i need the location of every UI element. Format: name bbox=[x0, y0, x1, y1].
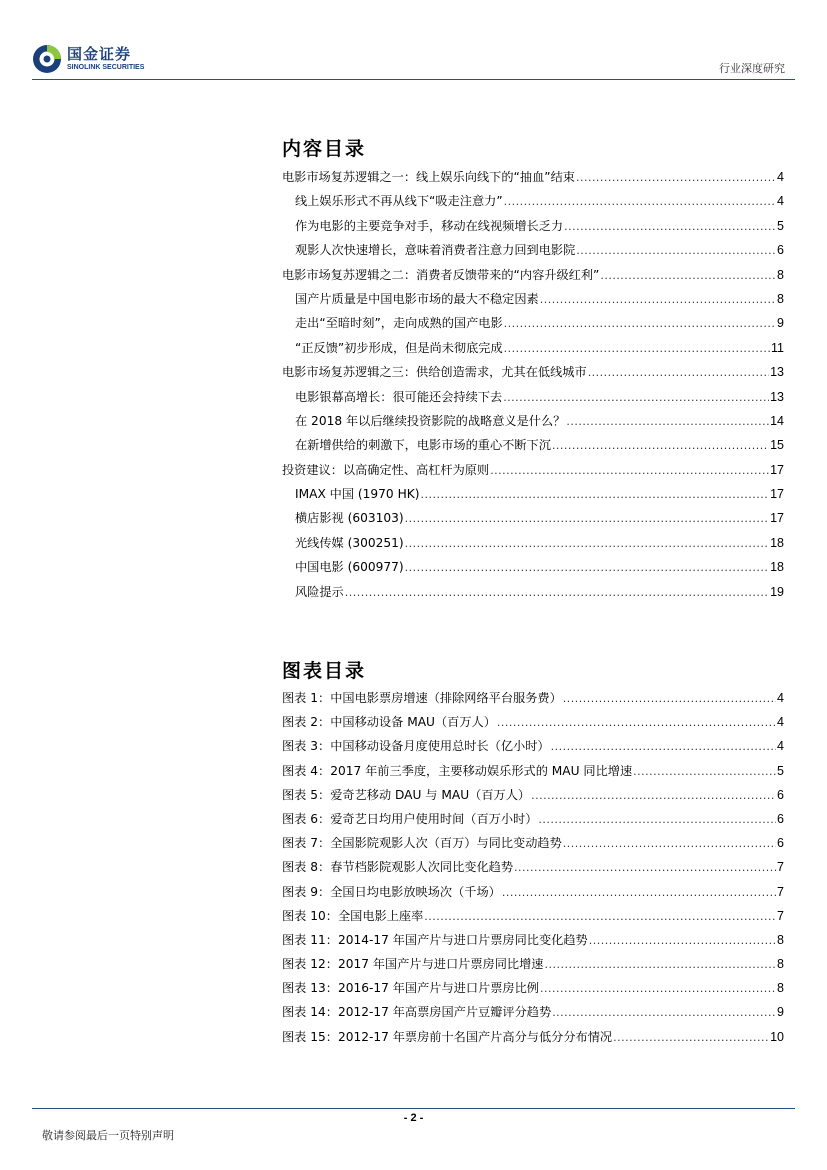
figure-entry-page: 8 bbox=[777, 981, 784, 996]
figure-entry-page: 6 bbox=[777, 787, 784, 802]
dot-leader bbox=[405, 537, 769, 550]
dot-leader bbox=[405, 561, 769, 574]
figure-entry-title: 图表 15：2012-17 年票房前十名国产片高分与低分分布情况 bbox=[282, 1029, 613, 1044]
toc-entry-title: 电影市场复苏逻辑之三：供给创造需求，尤其在低线城市 bbox=[282, 365, 587, 380]
figure-entry[interactable] bbox=[282, 955, 784, 979]
dot-leader bbox=[552, 1006, 776, 1019]
figure-entry-title: 图表 9：全国日均电影放映场次（千场） bbox=[282, 884, 501, 899]
figure-entry-page: 6 bbox=[777, 811, 784, 826]
toc-entry[interactable] bbox=[282, 217, 784, 241]
toc-entry[interactable] bbox=[282, 436, 784, 460]
toc-entry-title: 电影市场复苏逻辑之一：线上娱乐向线下的“抽血”结束 bbox=[282, 170, 575, 184]
figure-entry[interactable] bbox=[282, 858, 784, 882]
figure-entry-page: 7 bbox=[777, 908, 784, 923]
footer-disclaimer: 敬请参阅最后一页特别声明 bbox=[42, 1129, 174, 1142]
dot-leader bbox=[540, 293, 776, 306]
dot-leader bbox=[497, 716, 776, 729]
toc-entry[interactable] bbox=[282, 241, 784, 265]
figure-entry[interactable] bbox=[282, 1028, 784, 1052]
toc-entry-page: 8 bbox=[777, 291, 784, 306]
dot-leader bbox=[633, 765, 776, 778]
dot-leader bbox=[588, 366, 769, 379]
toc-entry-title: 横店影视 (603103) bbox=[295, 511, 404, 526]
dot-leader bbox=[576, 244, 776, 257]
toc-entry[interactable] bbox=[282, 168, 784, 192]
page-header bbox=[0, 0, 827, 82]
toc-entry-page: 14 bbox=[770, 413, 784, 428]
figure-entry-page: 8 bbox=[777, 957, 784, 972]
dot-leader bbox=[503, 391, 769, 404]
logo-english-name: SINOLINK SECURITIES bbox=[67, 64, 145, 71]
toc-entry-page: 15 bbox=[770, 438, 784, 453]
toc-entry-page: 18 bbox=[770, 560, 784, 575]
dot-leader bbox=[566, 415, 769, 428]
toc-entry-page: 13 bbox=[770, 389, 784, 404]
figure-entry-title: 图表 3：中国移动设备月度使用总时长（亿小时） bbox=[282, 739, 550, 754]
dot-leader bbox=[514, 861, 776, 874]
dot-leader bbox=[420, 488, 769, 501]
dot-leader bbox=[502, 886, 776, 899]
figure-entry-page: 4 bbox=[777, 715, 784, 730]
toc-entry-title: 国产片质量是中国电影市场的最大不稳定因素 bbox=[295, 291, 539, 306]
dot-leader bbox=[564, 220, 776, 233]
dot-leader bbox=[345, 586, 769, 599]
figure-entry[interactable] bbox=[282, 834, 784, 858]
toc-entry[interactable] bbox=[282, 534, 784, 558]
dot-leader bbox=[544, 958, 776, 971]
toc-entry-page: 11 bbox=[771, 340, 784, 355]
figure-entry-title: 图表 6：爱奇艺日均用户使用时间（百万小时） bbox=[282, 811, 538, 826]
toc-entry[interactable] bbox=[282, 388, 784, 412]
figure-entry-page: 10 bbox=[770, 1029, 784, 1044]
company-logo bbox=[32, 44, 144, 74]
toc-entry[interactable] bbox=[282, 363, 784, 387]
footer-divider bbox=[32, 1108, 795, 1109]
toc-entry-page: 5 bbox=[777, 218, 784, 233]
dot-leader bbox=[540, 982, 776, 995]
toc-entry-page: 4 bbox=[777, 170, 784, 184]
toc-entry-page: 9 bbox=[777, 316, 784, 331]
figure-entry-title: 图表 1：中国电影票房增速（排除网络平台服务费） bbox=[282, 691, 562, 705]
figure-entry-page: 5 bbox=[777, 763, 784, 778]
header-divider bbox=[32, 79, 795, 80]
toc-entry-page: 8 bbox=[777, 267, 784, 282]
dot-leader bbox=[552, 439, 769, 452]
dot-leader bbox=[405, 512, 769, 525]
toc-entry-title: 作为电影的主要竞争对手，移动在线视频增长乏力 bbox=[295, 218, 564, 233]
toc-entry-title: 电影银幕高增长：很可能还会持续下去 bbox=[295, 389, 503, 404]
figure-entry-page: 7 bbox=[777, 860, 784, 875]
toc-entry[interactable] bbox=[282, 412, 784, 436]
toc-entry[interactable] bbox=[282, 290, 784, 314]
toc-entry-title: 观影人次快速增长，意味着消费者注意力回到电影院 bbox=[295, 243, 576, 258]
logo-mark-icon bbox=[32, 44, 62, 74]
dot-leader bbox=[504, 195, 776, 208]
figure-entry-title: 图表 8：春节档影院观影人次同比变化趋势 bbox=[282, 860, 514, 875]
toc-entry-page: 6 bbox=[777, 243, 784, 258]
figure-entry[interactable] bbox=[282, 762, 784, 786]
toc-entry[interactable] bbox=[282, 339, 784, 363]
dot-leader bbox=[504, 317, 776, 330]
figure-entry[interactable] bbox=[282, 689, 784, 713]
figure-entry-page: 9 bbox=[777, 1005, 784, 1020]
toc-entry-title: 投资建议：以高确定性、高杠杆为原则 bbox=[282, 462, 490, 477]
toc-entry[interactable] bbox=[282, 558, 784, 582]
figure-entry-title: 图表 11：2014-17 年国产片与进口片票房同比变化趋势 bbox=[282, 932, 588, 947]
document-type-label: 行业深度研究 bbox=[719, 62, 785, 75]
figure-entry-page: 8 bbox=[777, 932, 784, 947]
figure-entry-title: 图表 13：2016-17 年国产片与进口片票房比例 bbox=[282, 981, 539, 996]
toc-entry-title: 光线传媒 (300251) bbox=[295, 535, 404, 550]
figure-entry-title: 图表 10：全国电影上座率 bbox=[282, 908, 424, 923]
dot-leader bbox=[490, 464, 769, 477]
figure-entry-title: 图表 14：2012-17 年高票房国产片豆瓣评分趋势 bbox=[282, 1005, 552, 1020]
figure-entry[interactable] bbox=[282, 883, 784, 907]
figure-entry-title: 图表 12：2017 年国产片与进口片票房同比增速 bbox=[282, 957, 544, 972]
toc-entry-title: 走出“至暗时刻”，走向成熟的国产电影 bbox=[295, 316, 503, 331]
list-of-figures bbox=[282, 689, 784, 1052]
dot-leader bbox=[538, 813, 776, 826]
dot-leader bbox=[563, 692, 776, 705]
toc-entry-title: 在 2018 年以后继续投资影院的战略意义是什么？ bbox=[295, 413, 566, 428]
figures-title: 图表目录 bbox=[282, 660, 367, 682]
toc-entry-page: 17 bbox=[770, 487, 784, 502]
figure-entry[interactable] bbox=[282, 1003, 784, 1027]
dot-leader bbox=[531, 789, 776, 802]
toc-entry[interactable] bbox=[282, 266, 784, 290]
toc-entry-title: 电影市场复苏逻辑之二：消费者反馈带来的“内容升级红利” bbox=[282, 267, 600, 282]
toc-entry[interactable] bbox=[282, 583, 784, 607]
toc-entry[interactable] bbox=[282, 314, 784, 338]
toc-entry-page: 18 bbox=[770, 535, 784, 550]
dot-leader bbox=[600, 269, 776, 282]
dot-leader bbox=[504, 342, 770, 355]
toc-title: 内容目录 bbox=[282, 138, 367, 160]
toc-entry-title: IMAX 中国 (1970 HK) bbox=[295, 487, 420, 502]
table-of-contents bbox=[282, 168, 784, 607]
dot-leader bbox=[613, 1031, 769, 1044]
figure-entry-page: 4 bbox=[777, 739, 784, 754]
figure-entry[interactable] bbox=[282, 931, 784, 955]
toc-entry-page: 17 bbox=[770, 511, 784, 526]
dot-leader bbox=[551, 740, 776, 753]
figure-entry[interactable] bbox=[282, 907, 784, 931]
toc-entry[interactable] bbox=[282, 485, 784, 509]
dot-leader bbox=[424, 910, 776, 923]
toc-entry[interactable] bbox=[282, 461, 784, 485]
toc-entry-page: 19 bbox=[770, 584, 784, 599]
dot-leader bbox=[576, 171, 776, 184]
figure-entry-page: 7 bbox=[777, 884, 784, 899]
figure-entry-title: 图表 2：中国移动设备 MAU（百万人） bbox=[282, 715, 496, 730]
figure-entry[interactable] bbox=[282, 713, 784, 737]
dot-leader bbox=[563, 837, 776, 850]
toc-entry-page: 17 bbox=[770, 462, 784, 477]
figure-entry-page: 4 bbox=[777, 691, 784, 705]
figure-entry[interactable] bbox=[282, 737, 784, 761]
toc-entry[interactable] bbox=[282, 192, 784, 216]
figure-entry[interactable] bbox=[282, 810, 784, 834]
figure-entry-title: 图表 7：全国影院观影人次（百万）与同比变动趋势 bbox=[282, 836, 562, 851]
figure-entry-title: 图表 5：爱奇艺移动 DAU 与 MAU（百万人） bbox=[282, 787, 531, 802]
toc-entry-page: 4 bbox=[777, 194, 784, 209]
toc-entry-title: 线上娱乐形式不再从线下“吸走注意力” bbox=[295, 194, 503, 209]
toc-entry-title: 在新增供给的刺激下，电影市场的重心不断下沉 bbox=[295, 438, 551, 453]
toc-entry[interactable] bbox=[282, 509, 784, 533]
toc-entry-page: 13 bbox=[770, 365, 784, 380]
toc-entry-title: 风险提示 bbox=[295, 584, 344, 599]
logo-chinese-name: 国金证券 bbox=[67, 45, 132, 63]
figure-entry-title: 图表 4：2017 年前三季度，主要移动娱乐形式的 MAU 同比增速 bbox=[282, 763, 633, 778]
dot-leader bbox=[589, 934, 776, 947]
figure-entry[interactable] bbox=[282, 979, 784, 1003]
page-number: - 2 - bbox=[403, 1112, 424, 1124]
figure-entry-page: 6 bbox=[777, 836, 784, 851]
toc-entry-title: 中国电影 (600977) bbox=[295, 560, 404, 575]
figure-entry[interactable] bbox=[282, 786, 784, 810]
toc-entry-title: “正反馈”初步形成，但是尚未彻底完成 bbox=[295, 340, 503, 355]
